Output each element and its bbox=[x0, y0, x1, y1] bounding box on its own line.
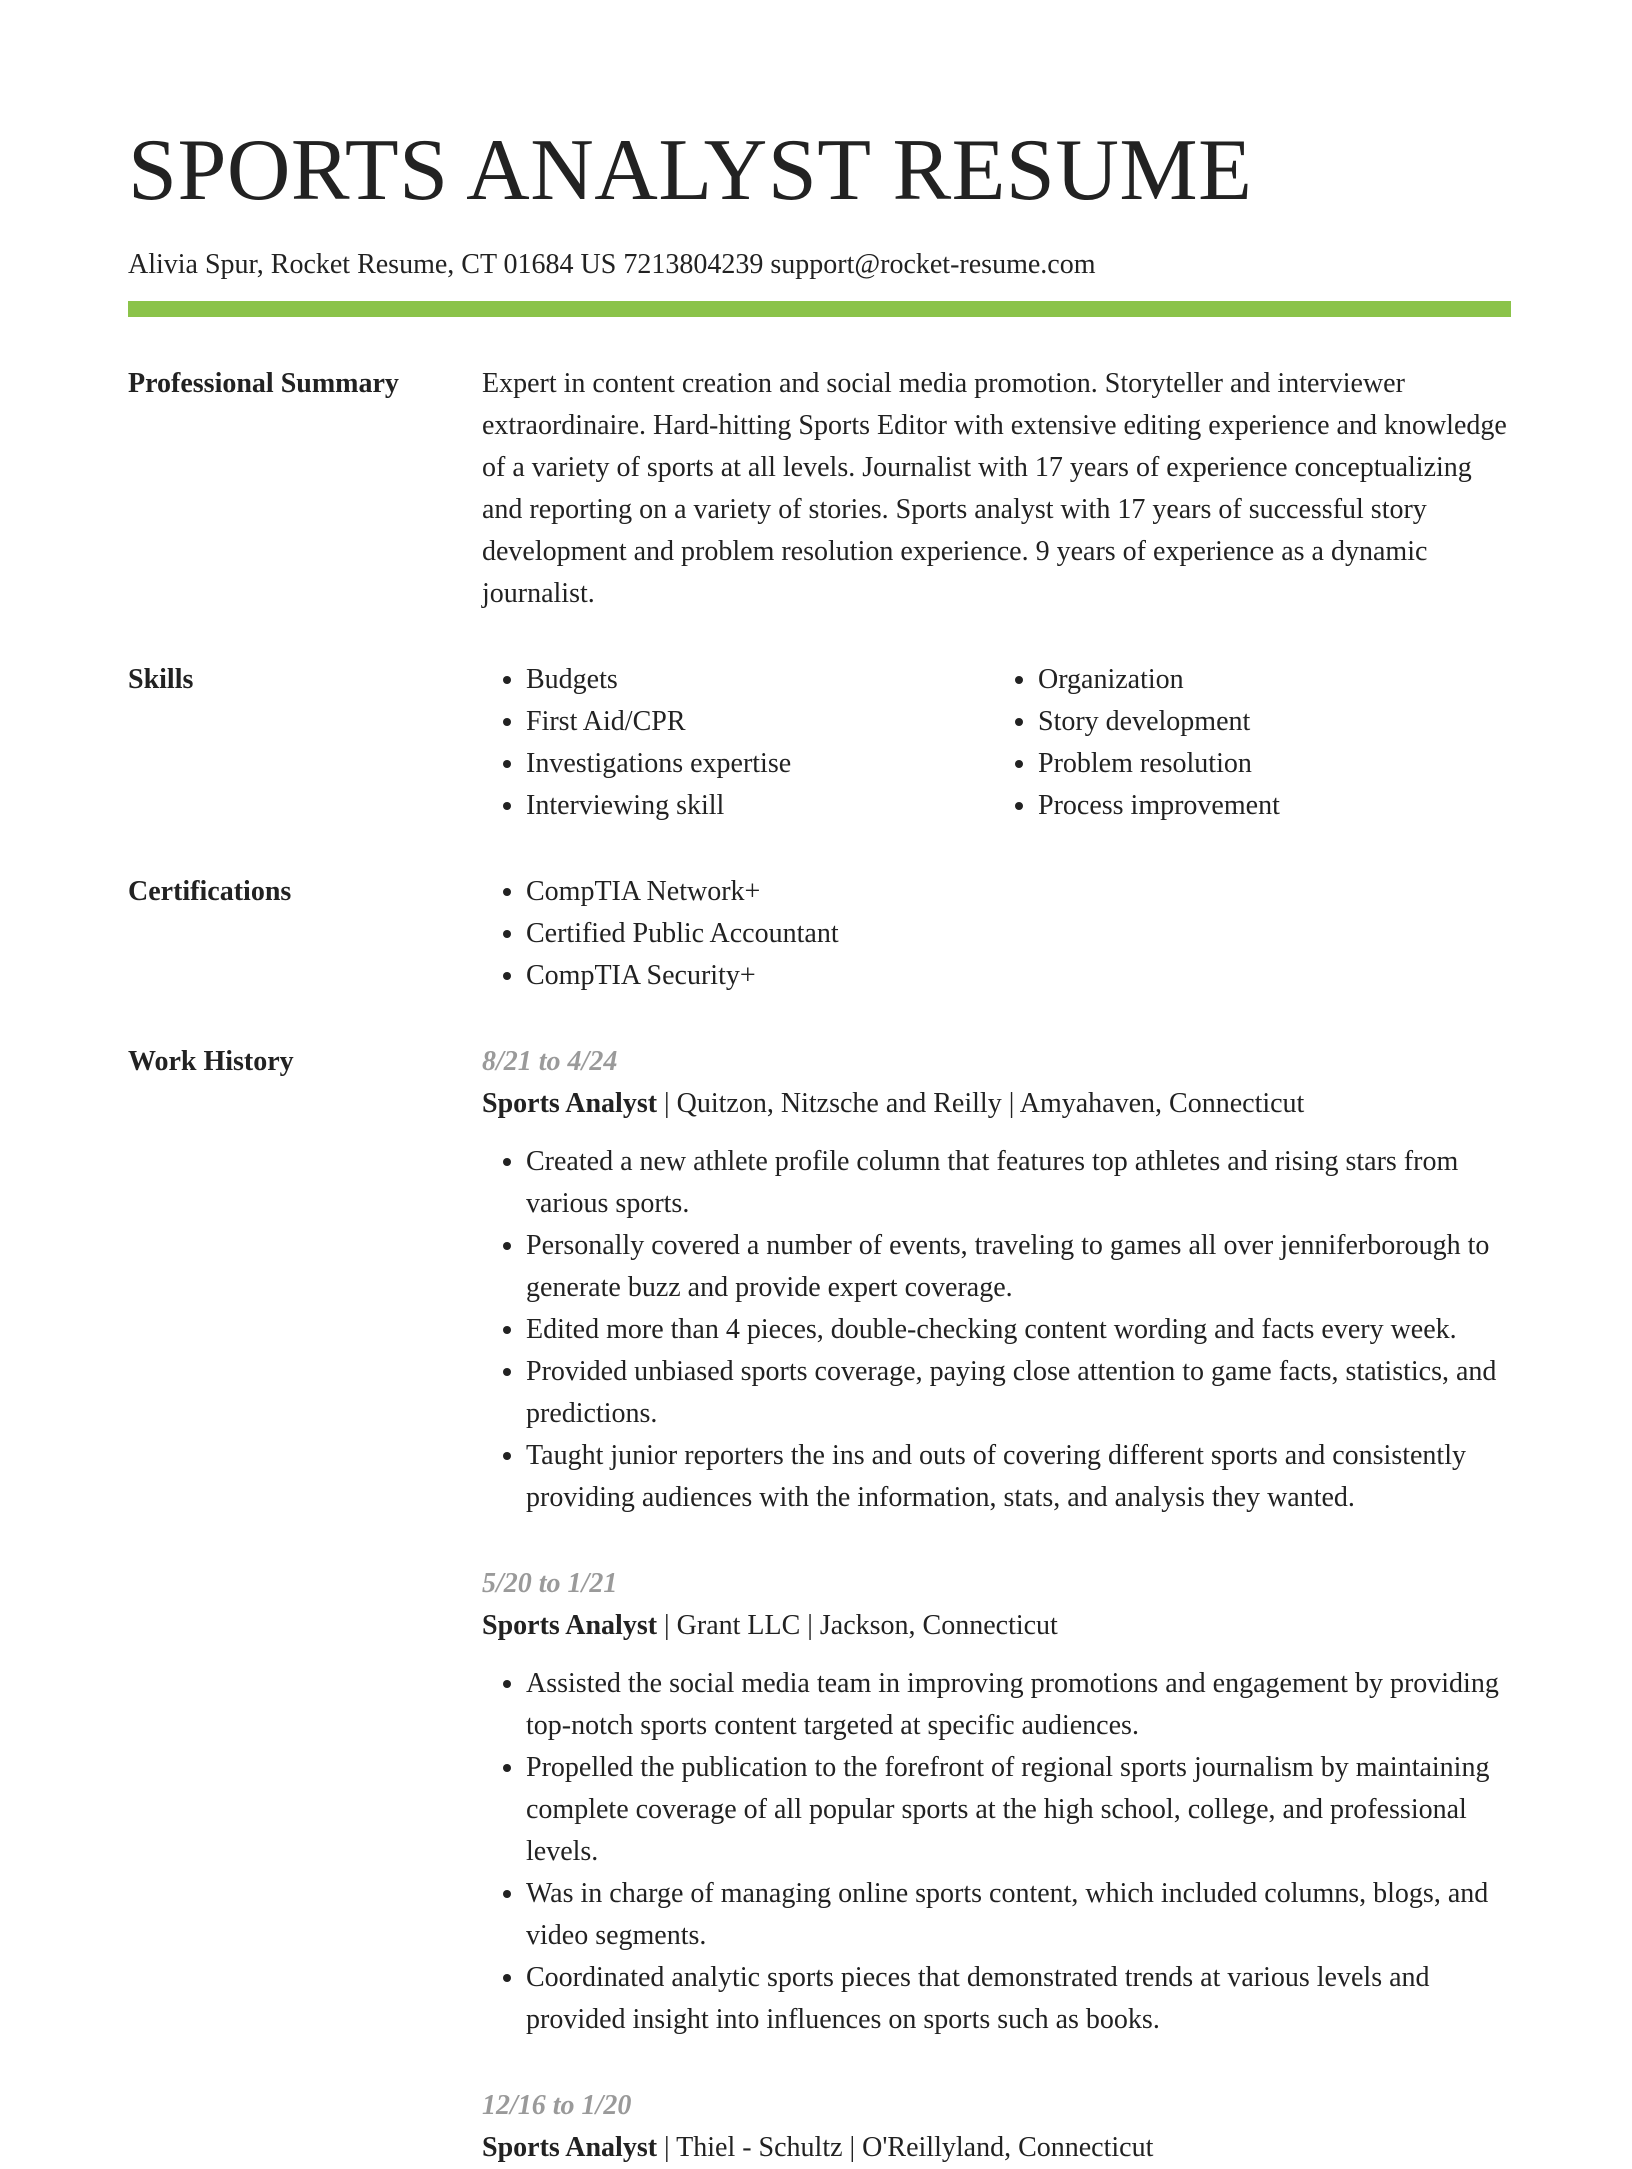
skill-item: • Budgets bbox=[526, 659, 988, 701]
certifications-list bbox=[482, 871, 1511, 997]
job-bullet: • Assisted the social media team in improving promotions and engagement by providing top-notch sports content targeted at specific audiences. bbox=[526, 1663, 1511, 1747]
contact-line: Alivia Spur, Rocket Resume, CT 01684 US 7213804239 support@rocket-resume.com bbox=[128, 249, 1096, 280]
skills-list-right bbox=[988, 659, 1500, 827]
skill-item: • Investigations expertise bbox=[526, 743, 988, 785]
section-label-certifications: Certifications bbox=[128, 876, 292, 907]
section-label-work-history: Work History bbox=[128, 1046, 294, 1077]
job-details: | Quitzon, Nitzsche and Reilly | Amyahaven, Connecticut bbox=[657, 1088, 1305, 1119]
job-bullet: • Taught junior reporters the ins and outs of covering different sports and consistently providing audiences with the information, stats, and analysis they wanted. bbox=[526, 1435, 1511, 1519]
job-date: 12/16 to 1/20 bbox=[482, 2090, 632, 2121]
job-date: 8/21 to 4/24 bbox=[482, 1046, 618, 1077]
job-bullet: • Created a new athlete profile column that features top athletes and rising stars from various sports. bbox=[526, 1141, 1511, 1225]
certifications-body bbox=[482, 871, 1511, 997]
job-bullet: • Edited more than 4 pieces, double-checking content wording and facts every week. bbox=[526, 1309, 1511, 1351]
skill-item: • Process improvement bbox=[1038, 785, 1500, 827]
certification-item: • Certified Public Accountant bbox=[526, 913, 1511, 955]
certification-item: • CompTIA Security+ bbox=[526, 955, 1511, 997]
job-heading bbox=[482, 1083, 1511, 1125]
section-skills bbox=[128, 659, 1511, 827]
job-details: | Grant LLC | Jackson, Connecticut bbox=[657, 1610, 1058, 1641]
job-bullet: • Coordinated analytic sports pieces that demonstrated trends at various levels and provided insight into influences on sports such as books. bbox=[526, 1957, 1511, 2041]
job-bullets bbox=[482, 1663, 1511, 2041]
job-date: 5/20 to 1/21 bbox=[482, 1568, 618, 1599]
summary-body bbox=[482, 363, 1511, 615]
section-work-history bbox=[128, 1041, 1511, 2169]
job-heading bbox=[482, 2127, 1511, 2169]
skill-item: • Organization bbox=[1038, 659, 1500, 701]
job-bullet: • Was in charge of managing online sports content, which included columns, blogs, and video segments. bbox=[526, 1873, 1511, 1957]
job-entry bbox=[482, 1563, 1511, 2041]
resume-title: SPORTS ANALYST RESUME bbox=[128, 122, 1253, 219]
section-label-skills: Skills bbox=[128, 664, 194, 695]
job-role: Sports Analyst bbox=[482, 1610, 658, 1641]
section-label-summary: Professional Summary bbox=[128, 368, 399, 399]
job-role: Sports Analyst bbox=[482, 2132, 658, 2163]
accent-divider bbox=[128, 301, 1511, 317]
job-bullets bbox=[482, 1141, 1511, 1519]
work-history-body bbox=[482, 1041, 1511, 2169]
job-entry bbox=[482, 1041, 1511, 1519]
job-bullet: • Personally covered a number of events, traveling to games all over jenniferborough to generate buzz and provide expert coverage. bbox=[526, 1225, 1511, 1309]
job-heading bbox=[482, 1605, 1511, 1647]
skills-list-left bbox=[482, 659, 988, 827]
skill-item: • Interviewing skill bbox=[526, 785, 988, 827]
section-certifications bbox=[128, 871, 1511, 997]
certification-item: • CompTIA Network+ bbox=[526, 871, 1511, 913]
resume-page bbox=[128, 0, 1511, 2169]
job-bullet: • Provided unbiased sports coverage, paying close attention to game facts, statistics, and predictions. bbox=[526, 1351, 1511, 1435]
skills-grid bbox=[482, 659, 1511, 827]
job-details: | Thiel - Schultz | O'Reillyland, Connecticut bbox=[657, 2132, 1154, 2163]
skill-item: • First Aid/CPR bbox=[526, 701, 988, 743]
skill-item: • Problem resolution bbox=[1038, 743, 1500, 785]
job-bullet: • Propelled the publication to the forefront of regional sports journalism by maintaining complete coverage of all popular sports at the high school, college, and professional levels. bbox=[526, 1747, 1511, 1873]
job-entry bbox=[482, 2085, 1511, 2169]
section-professional-summary bbox=[128, 363, 1511, 615]
job-role: Sports Analyst bbox=[482, 1088, 658, 1119]
skill-item: • Story development bbox=[1038, 701, 1500, 743]
summary-text: Expert in content creation and social media promotion. Storyteller and interviewer extraordinaire. Hard-hitting Sports Editor with extensive editing experience and knowledge of a variety of sports at all levels. Journalist with 17 years of experience conceptualizing and reporting on a variety of stories. Sports analyst with 17 years of successful story development and problem resolution experience. 9 years of experience as a dynamic journalist. bbox=[482, 368, 1507, 609]
